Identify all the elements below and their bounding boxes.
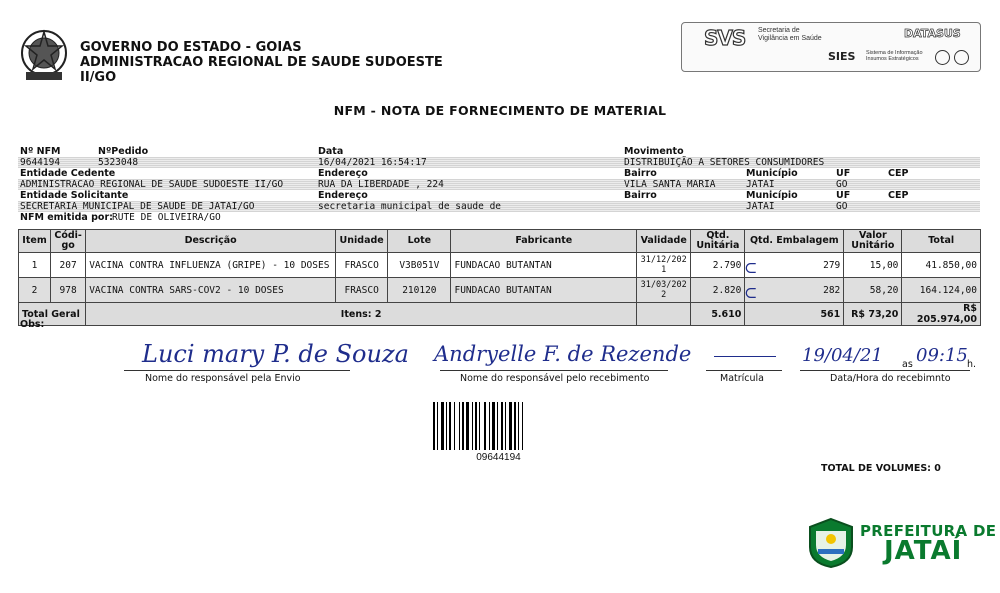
th-fabricante: Fabricante — [451, 230, 637, 253]
label-nfm: Nº NFM — [20, 146, 61, 157]
row-qtd-embalagem: 279 — [745, 253, 844, 278]
cedente-endereco: RUA DA LIBERDADE , 224 — [318, 179, 444, 190]
th-descricao: Descrição — [86, 230, 336, 253]
label-endereco-solicitante: Endereço — [318, 190, 368, 201]
signature-line-recebimento — [440, 370, 668, 371]
label-datahora: Data/Hora do recebimnto — [830, 373, 951, 384]
label-data: Data — [318, 146, 344, 157]
row-valor-unitario: 58,20 — [844, 278, 902, 303]
total-qtd-unitaria: 5.610 — [691, 303, 745, 326]
label-movimento: Movimento — [624, 146, 684, 157]
label-cep-solicitante: CEP — [888, 190, 909, 201]
totals-row — [19, 303, 981, 326]
check-mark-icon: ⊂ — [744, 283, 758, 302]
label-cep-cedente: CEP — [888, 168, 909, 179]
label-endereco-cedente: Endereço — [318, 168, 368, 179]
row-unidade: FRASCO — [336, 278, 388, 303]
row-total: 41.850,00 — [902, 253, 981, 278]
th-codigo: Códi-go — [51, 230, 86, 253]
label-uf-solicitante: UF — [836, 190, 851, 201]
label-h: h. — [967, 359, 977, 370]
header-line-1: GOVERNO DO ESTADO - GOIAS — [80, 40, 302, 55]
row-qtd-unitaria: 2.820 — [691, 278, 745, 303]
th-qtd-embalagem: Qtd. Embalagem — [745, 230, 844, 253]
label-entidade-cedente: Entidade Cedente — [20, 168, 116, 179]
row-valor-unitario: 15,00 — [844, 253, 902, 278]
label-matricula: Matrícula — [720, 373, 764, 384]
datasus-logo: DATASUS — [904, 27, 961, 40]
barcode-number: 09644194 — [476, 452, 521, 463]
row-qtd-unitaria: 2.790 — [691, 253, 745, 278]
matricula-handwritten-line — [714, 356, 776, 357]
row-validade: 31/03/2022 — [637, 278, 691, 303]
movimento-value: DISTRIBUIÇÃO A SETORES CONSUMIDORES — [624, 157, 825, 168]
table-row — [19, 253, 981, 278]
brasao-seal-icon — [18, 26, 70, 84]
svs-subtitle-1: Secretaria de — [758, 27, 800, 34]
sies-subtitle-2: Insumos Estratégicos — [866, 56, 919, 62]
header-line-2: ADMINISTRACAO REGIONAL DE SAUDE SUDOESTE — [80, 55, 443, 70]
svs-subtitle — [758, 27, 822, 43]
total-qtd-embalagem: 561 — [745, 303, 844, 326]
solicitante-uf: GO — [836, 201, 848, 212]
row-descricao: VACINA CONTRA INFLUENZA (GRIPE) - 10 DOSES — [86, 253, 336, 278]
th-unidade: Unidade — [336, 230, 388, 253]
table-row — [19, 278, 981, 303]
cedente-bairro: VILA SANTA MARIA — [624, 179, 716, 190]
cedente-nome: ADMINISTRACAO REGIONAL DE SAUDE SUDOESTE II/GO — [20, 179, 284, 190]
row-fabricante: FUNDACAO BUTANTAN — [451, 278, 637, 303]
sies-logo: SIES — [828, 50, 856, 63]
circle-badge-icon — [954, 50, 969, 65]
signature-recebimento: Andryelle F. de Rezende — [434, 342, 692, 366]
total-itens: Itens: 2 — [86, 303, 637, 326]
total-validade-empty — [637, 303, 691, 326]
label-as: as — [902, 359, 913, 370]
th-total: Total — [902, 230, 981, 253]
row-lote: V3B051V — [388, 253, 451, 278]
th-validade: Validade — [637, 230, 691, 253]
obs-label: Obs: — [20, 319, 45, 330]
items-table — [18, 229, 981, 326]
signature-line-matricula — [706, 370, 782, 371]
table-header-row — [19, 230, 981, 253]
total-geral-label: Total Geral — [19, 303, 86, 326]
row-lote: 210120 — [388, 278, 451, 303]
row-descricao: VACINA CONTRA SARS-COV2 - 10 DOSES — [86, 278, 336, 303]
row-total: 164.124,00 — [902, 278, 981, 303]
total-valor-unitario: R$ 73,20 — [844, 303, 902, 326]
label-municipio-cedente: Município — [746, 168, 798, 179]
prefeitura-line-1: PREFEITURA DE — [860, 522, 997, 540]
prefeitura-line-2: JATAÍ — [884, 536, 963, 566]
label-recebimento: Nome do responsável pelo recebimento — [460, 373, 650, 384]
row-item: 1 — [19, 253, 51, 278]
solicitante-municipio: JATAI — [746, 201, 775, 212]
globe-icon — [935, 50, 950, 65]
label-bairro-cedente: Bairro — [624, 168, 657, 179]
label-pedido: NºPedido — [98, 146, 149, 157]
row-unidade: FRASCO — [336, 253, 388, 278]
check-mark-icon: ⊂ — [744, 258, 758, 277]
label-emitida-por: NFM emitida por: — [20, 212, 113, 223]
label-entidade-solicitante: Entidade Solicitante — [20, 190, 129, 201]
svs-logo: SVS — [704, 26, 746, 50]
document-title: NFM - NOTA DE FORNECIMENTO DE MATERIAL — [333, 103, 667, 118]
total-total: R$ 205.974,00 — [902, 303, 981, 326]
header-line-3: II/GO — [80, 70, 117, 85]
svs-subtitle-2: Vigilância em Saúde — [758, 35, 822, 42]
sies-subtitle-1: Sistema de Informação — [866, 50, 923, 56]
row-fabricante: FUNDACAO BUTANTAN — [451, 253, 637, 278]
th-valor-unitario: Valor Unitário — [844, 230, 902, 253]
cedente-uf: GO — [836, 179, 848, 190]
handwritten-date: 19/04/21 — [802, 345, 883, 366]
pedido-value: 5323048 — [98, 157, 139, 168]
label-municipio-solicitante: Município — [746, 190, 798, 201]
solicitante-endereco: secretaria municipal de saude de — [318, 201, 502, 212]
th-qtd-unitaria: Qtd. Unitária — [691, 230, 745, 253]
nfm-value: 9644194 — [20, 157, 61, 168]
emitida-por-value: RUTE DE OLIVEIRA/GO — [112, 212, 221, 223]
signature-line-datahora — [800, 370, 970, 371]
label-envio: Nome do responsável pela Envio — [145, 373, 301, 384]
label-uf-cedente: UF — [836, 168, 851, 179]
handwritten-time: 09:15 — [916, 345, 968, 366]
row-validade: 31/12/2021 — [637, 253, 691, 278]
label-bairro-solicitante: Bairro — [624, 190, 657, 201]
row-codigo: 207 — [51, 253, 86, 278]
signature-envio: Luci mary P. de Souza — [142, 340, 409, 368]
row-qtd-embalagem: 282 — [745, 278, 844, 303]
row-item: 2 — [19, 278, 51, 303]
sies-subtitle — [866, 50, 923, 62]
prefeitura-emblem-icon — [806, 517, 856, 569]
total-volumes: TOTAL DE VOLUMES: 0 — [821, 463, 941, 474]
cedente-municipio: JATAI — [746, 179, 775, 190]
data-value: 16/04/2021 16:54:17 — [318, 157, 427, 168]
th-item: Item — [19, 230, 51, 253]
th-lote: Lote — [388, 230, 451, 253]
svs-logo-box — [681, 22, 981, 72]
solicitante-nome: SECRETARIA MUNICIPAL DE SAUDE DE JATAI/GO — [20, 201, 255, 212]
row-codigo: 978 — [51, 278, 86, 303]
barcode-icon — [431, 402, 566, 450]
signature-line-envio — [124, 370, 350, 371]
